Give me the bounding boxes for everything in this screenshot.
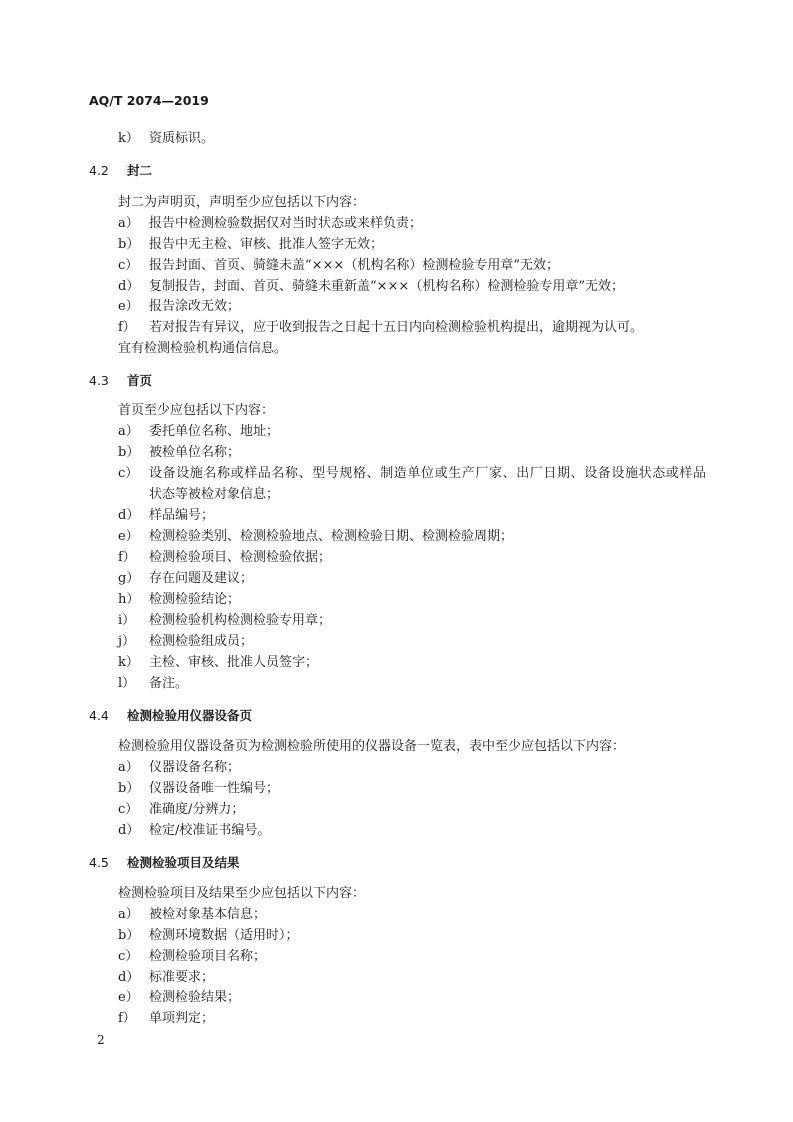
- section-title: 首页: [127, 373, 153, 388]
- section-title: 检测检验项目及结果: [127, 855, 240, 870]
- list-item: 仪器设备唯一性编号；: [149, 781, 280, 796]
- list-label: a）: [118, 424, 139, 439]
- section-number: 4.3: [89, 373, 109, 388]
- list-item: 被检单位名称；: [149, 445, 241, 460]
- list-item: 准确度/分辨力；: [149, 802, 245, 817]
- list-item: 报告中检测检验数据仅对当时状态或来样负责；: [149, 216, 423, 231]
- list-item: 报告封面、首页、骑缝未盖“×××（机构名称）检测检验专用章”无效；: [149, 258, 559, 273]
- list-item: 设备设施名称或样品名称、型号规格、制造单位或生产厂家、出厂日期、设备设施状态或样品: [149, 466, 707, 481]
- section-number: 4.5: [89, 855, 109, 870]
- list-label: e）: [118, 990, 139, 1005]
- section-intro: 首页至少应包括以下内容：: [118, 403, 275, 418]
- list-item: 报告中无主检、审核、批准人签字无效；: [149, 237, 384, 252]
- list-label: f）: [118, 550, 136, 565]
- document-header: AQ/T 2074—2019: [89, 93, 209, 108]
- list-item: 单项判定；: [149, 1011, 215, 1026]
- list-item: 资质标识。: [149, 131, 215, 146]
- list-item: 复制报告，封面、首页、骑缝未重新盖“×××（机构名称）检测检验专用章”无效；: [149, 279, 624, 294]
- list-label: b）: [118, 781, 140, 796]
- list-label: i）: [118, 613, 136, 628]
- list-label: c）: [118, 949, 139, 964]
- list-item: 仪器设备名称；: [149, 760, 241, 775]
- list-item-continuation: 状态等被检对象信息；: [149, 487, 280, 502]
- section-intro: 封二为声明页，声明至少应包括以下内容：: [118, 195, 366, 210]
- list-label: d）: [118, 508, 140, 523]
- list-item: 检测检验类别、检测检验地点、检测检验日期、检测检验周期；: [149, 529, 514, 544]
- list-label: b）: [118, 928, 140, 943]
- section-title: 封二: [127, 163, 153, 178]
- list-label: a）: [118, 760, 139, 775]
- list-item: 委托单位名称、地址；: [149, 424, 280, 439]
- list-label: j）: [118, 634, 136, 649]
- list-label: e）: [118, 529, 139, 544]
- list-item: 样品编号；: [149, 508, 215, 523]
- list-item: 检测环境数据（适用时）；: [149, 928, 299, 943]
- list-item: 主检、审核、批准人员签字；: [149, 655, 319, 670]
- list-item: 存在问题及建议；: [149, 571, 254, 586]
- list-label: h）: [118, 592, 140, 607]
- list-label: d）: [118, 970, 140, 985]
- list-item: 备注。: [149, 676, 189, 691]
- list-label: d）: [118, 279, 140, 294]
- list-label: c）: [118, 802, 139, 817]
- list-item: 报告涂改无效；: [149, 299, 241, 314]
- section-note: 宜有检测检验机构通信信息。: [118, 341, 288, 356]
- page-number: 2: [97, 1033, 105, 1047]
- list-item: 检测检验结论；: [149, 592, 241, 607]
- section-number: 4.2: [89, 163, 109, 178]
- list-item: 检测检验机构检测检验专用章；: [149, 613, 332, 628]
- section-intro: 检测检验用仪器设备页为检测检验所使用的仪器设备一览表，表中至少应包括以下内容：: [118, 739, 626, 754]
- list-item: 检定/校准证书编号。: [149, 823, 271, 838]
- list-label: l）: [118, 676, 136, 691]
- list-item: 检测检验项目名称；: [149, 949, 267, 964]
- list-item: 若对报告有异议，应于收到报告之日起十五日内向检测检验机构提出，逾期视为认可。: [149, 320, 644, 335]
- section-intro: 检测检验项目及结果至少应包括以下内容：: [118, 886, 366, 901]
- list-label: f）: [118, 1011, 136, 1026]
- list-label: d）: [118, 823, 140, 838]
- section-number: 4.4: [89, 708, 109, 723]
- section-title: 检测检验用仪器设备页: [127, 708, 253, 723]
- list-item: 检测检验组成员；: [149, 634, 254, 649]
- list-label: c）: [118, 258, 139, 273]
- list-item: 标准要求；: [149, 970, 215, 985]
- list-label: c）: [118, 466, 139, 481]
- list-label: g）: [118, 571, 140, 586]
- list-item: 被检对象基本信息；: [149, 907, 267, 922]
- list-item: 检测检验项目、检测检验依据；: [149, 550, 332, 565]
- list-label: k）: [118, 655, 139, 670]
- list-label: f）: [118, 320, 136, 335]
- list-label: b）: [118, 237, 140, 252]
- list-item: 检测检验结果；: [149, 990, 241, 1005]
- list-label: k）: [118, 131, 139, 146]
- list-label: b）: [118, 445, 140, 460]
- list-label: e）: [118, 299, 139, 314]
- list-label: a）: [118, 216, 139, 231]
- list-label: a）: [118, 907, 139, 922]
